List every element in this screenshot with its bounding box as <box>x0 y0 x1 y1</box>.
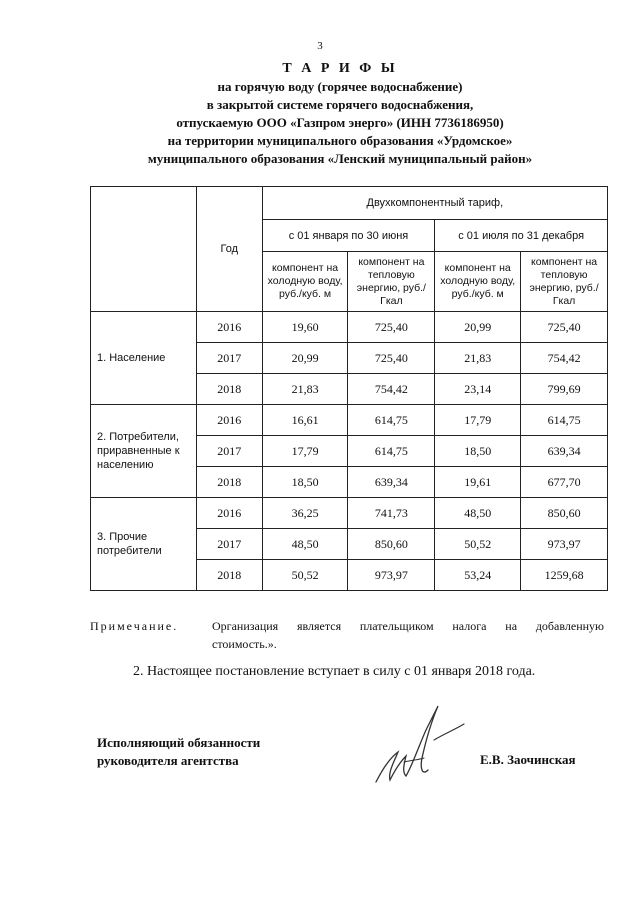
year-cell: 2016 <box>196 405 262 436</box>
header-category-empty <box>91 187 197 312</box>
table-row <box>91 312 608 343</box>
title-heading: Т А Р И Ф Ы <box>282 61 398 76</box>
note <box>90 617 604 653</box>
signatory-name: Е.В. Заочинская <box>480 752 576 767</box>
header-period-2: с 01 июля по 31 декабря <box>435 220 608 252</box>
value-cell: 725,40 <box>348 343 435 374</box>
tariff-table <box>90 186 608 591</box>
handwritten-signature <box>368 700 468 795</box>
value-cell: 17,79 <box>262 436 348 467</box>
value-cell: 799,69 <box>521 374 608 405</box>
value-cell: 614,75 <box>521 405 608 436</box>
value-cell: 725,40 <box>521 312 608 343</box>
value-cell: 973,97 <box>521 529 608 560</box>
note-text-line-2: стоимость.». <box>212 637 277 651</box>
value-cell: 1259,68 <box>521 560 608 591</box>
value-cell: 850,60 <box>521 498 608 529</box>
value-cell: 36,25 <box>262 498 348 529</box>
year-cell: 2017 <box>196 529 262 560</box>
value-cell: 17,79 <box>435 405 521 436</box>
year-cell: 2018 <box>196 467 262 498</box>
header-year: Год <box>196 187 262 312</box>
value-cell: 754,42 <box>521 343 608 374</box>
value-cell: 16,61 <box>262 405 348 436</box>
title-line: на территории муниципального образования «Урдомское» <box>167 133 513 148</box>
value-cell: 677,70 <box>521 467 608 498</box>
value-cell: 21,83 <box>262 374 348 405</box>
value-cell: 19,61 <box>435 467 521 498</box>
note-label: Примечание. <box>90 619 179 633</box>
value-cell: 23,14 <box>435 374 521 405</box>
value-cell: 53,24 <box>435 560 521 591</box>
value-cell: 614,75 <box>348 436 435 467</box>
year-cell: 2017 <box>196 343 262 374</box>
title-line: муниципального образования «Ленский муниципальный район» <box>147 151 533 166</box>
value-cell: 18,50 <box>435 436 521 467</box>
value-cell: 614,75 <box>348 405 435 436</box>
value-cell: 741,73 <box>348 498 435 529</box>
table-row <box>91 405 608 436</box>
value-cell: 50,52 <box>435 529 521 560</box>
value-cell: 639,34 <box>348 467 435 498</box>
page-number: 3 <box>317 40 323 52</box>
title-line: на горячую воду (горячее водоснабжение) <box>217 79 463 94</box>
value-cell: 20,99 <box>435 312 521 343</box>
category-other-consumers: 3. Прочие потребители <box>91 498 197 591</box>
document-title <box>60 60 620 168</box>
value-cell: 50,52 <box>262 560 348 591</box>
year-cell: 2018 <box>196 560 262 591</box>
header-cold-component-2: компонент на холодную воду, руб./куб. м <box>435 252 521 312</box>
title-line: отпускаемую ООО «Газпром энерго» (ИНН 7736186950) <box>176 115 504 130</box>
value-cell: 18,50 <box>262 467 348 498</box>
year-cell: 2016 <box>196 498 262 529</box>
value-cell: 850,60 <box>348 529 435 560</box>
value-cell: 48,50 <box>435 498 521 529</box>
header-two-component: Двухкомпонентный тариф, <box>262 187 607 220</box>
note-text-line-1: Организация является плательщиком налога на добавленную <box>212 619 604 633</box>
value-cell: 973,97 <box>348 560 435 591</box>
header-heat-component-1: компонент на тепловую энергию, руб./Гкал <box>348 252 435 312</box>
header-cold-component-1: компонент на холодную воду, руб./куб. м <box>262 252 348 312</box>
effective-date-clause: 2. Настоящее постановление вступает в силу с 01 января 2018 года. <box>133 664 536 679</box>
value-cell: 725,40 <box>348 312 435 343</box>
signatory-title-line-1: Исполняющий обязанности <box>97 735 261 750</box>
table-row <box>91 498 608 529</box>
signatory-title-line-2: руководителя агентства <box>97 753 239 768</box>
signatory-title <box>97 734 260 770</box>
value-cell: 21,83 <box>435 343 521 374</box>
value-cell: 48,50 <box>262 529 348 560</box>
category-population: 1. Население <box>91 312 197 405</box>
category-equivalent-consumers: 2. Потребители, приравненные к населению <box>91 405 197 498</box>
value-cell: 20,99 <box>262 343 348 374</box>
value-cell: 754,42 <box>348 374 435 405</box>
year-cell: 2018 <box>196 374 262 405</box>
value-cell: 19,60 <box>262 312 348 343</box>
header-heat-component-2: компонент на тепловую энергию, руб./Гкал <box>521 252 608 312</box>
year-cell: 2016 <box>196 312 262 343</box>
value-cell: 639,34 <box>521 436 608 467</box>
title-line: в закрытой системе горячего водоснабжения, <box>206 97 474 112</box>
header-period-1: с 01 января по 30 июня <box>262 220 435 252</box>
year-cell: 2017 <box>196 436 262 467</box>
